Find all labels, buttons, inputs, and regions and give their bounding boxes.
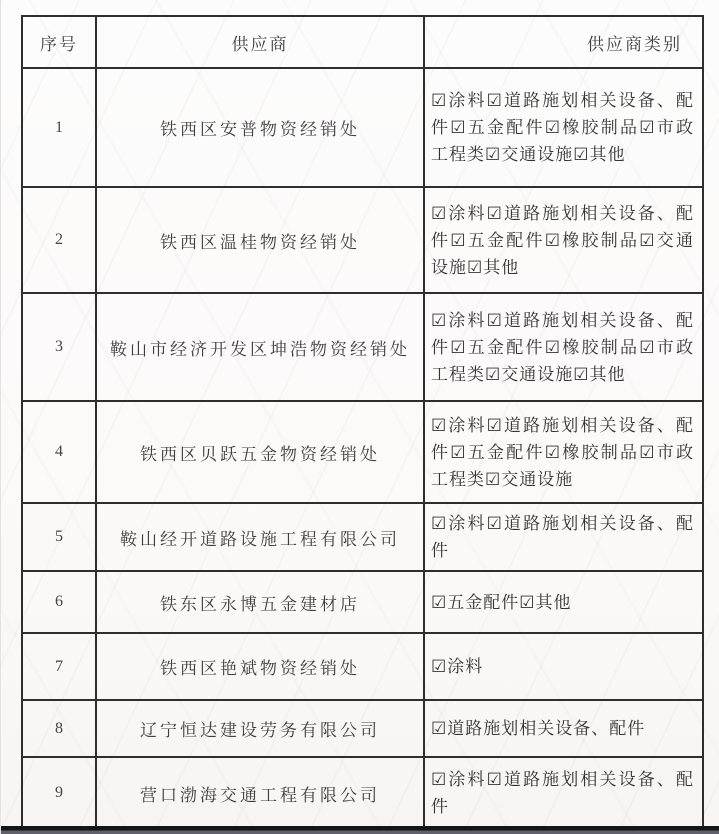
cell-supplier: 辽宁恒达建设劳务有限公司 xyxy=(96,700,424,757)
table-row xyxy=(22,571,703,633)
cell-index: 1 xyxy=(22,68,96,187)
cell-index: 5 xyxy=(22,503,96,571)
cell-supplier: 鞍山经开道路设施工程有限公司 xyxy=(96,503,424,571)
cell-supplier: 铁西区贝跃五金物资经销处 xyxy=(96,401,424,503)
col-header-index: 序号 xyxy=(22,16,96,68)
cell-index: 8 xyxy=(22,700,96,757)
cell-index: 2 xyxy=(22,187,96,293)
table-row xyxy=(22,401,703,503)
table-row xyxy=(22,68,703,187)
cell-index: 9 xyxy=(22,757,96,829)
table-row xyxy=(22,757,703,829)
cell-supplier: 铁西区温桂物资经销处 xyxy=(96,187,424,293)
cell-index: 7 xyxy=(22,633,96,700)
cell-supplier: 营口渤海交通工程有限公司 xyxy=(96,757,424,829)
table-row xyxy=(22,633,703,700)
cell-category: ☑涂料☑道路施划相关设备、配件☑五金配件☑橡胶制品☑市政工程类☑交通设施☑其他 xyxy=(424,68,703,187)
cell-supplier: 鞍山市经济开发区坤浩物资经销处 xyxy=(96,293,424,401)
cell-category: ☑五金配件☑其他 xyxy=(424,571,703,633)
col-header-category: 供应商类别 xyxy=(424,16,703,68)
cell-supplier: 铁西区安普物资经销处 xyxy=(96,68,424,187)
supplier-table xyxy=(21,15,704,830)
cell-category: ☑涂料☑道路施划相关设备、配件 xyxy=(424,503,703,571)
cell-category: ☑涂料☑道路施划相关设备、配件☑五金配件☑橡胶制品☑市政工程类☑交通设施☑其他 xyxy=(424,293,703,401)
cell-supplier: 铁西区艳斌物资经销处 xyxy=(96,633,424,700)
bottom-edge-bar xyxy=(1,826,719,834)
table-row xyxy=(22,293,703,401)
cell-category: ☑涂料☑道路施划相关设备、配件☑五金配件☑橡胶制品☑市政工程类☑交通设施 xyxy=(424,401,703,503)
cell-index: 3 xyxy=(22,293,96,401)
cell-index: 4 xyxy=(22,401,96,503)
col-header-supplier: 供应商 xyxy=(96,16,424,68)
cell-supplier: 铁东区永博五金建材店 xyxy=(96,571,424,633)
table-header-row xyxy=(22,16,703,68)
cell-category: ☑涂料☑道路施划相关设备、配件 xyxy=(424,757,703,829)
table-row xyxy=(22,503,703,571)
table-row xyxy=(22,187,703,293)
table-row xyxy=(22,700,703,757)
cell-category: ☑道路施划相关设备、配件 xyxy=(424,700,703,757)
cell-category: ☑涂料 xyxy=(424,633,703,700)
cell-index: 6 xyxy=(22,571,96,633)
cell-category: ☑涂料☑道路施划相关设备、配件☑五金配件☑橡胶制品☑交通设施☑其他 xyxy=(424,187,703,293)
